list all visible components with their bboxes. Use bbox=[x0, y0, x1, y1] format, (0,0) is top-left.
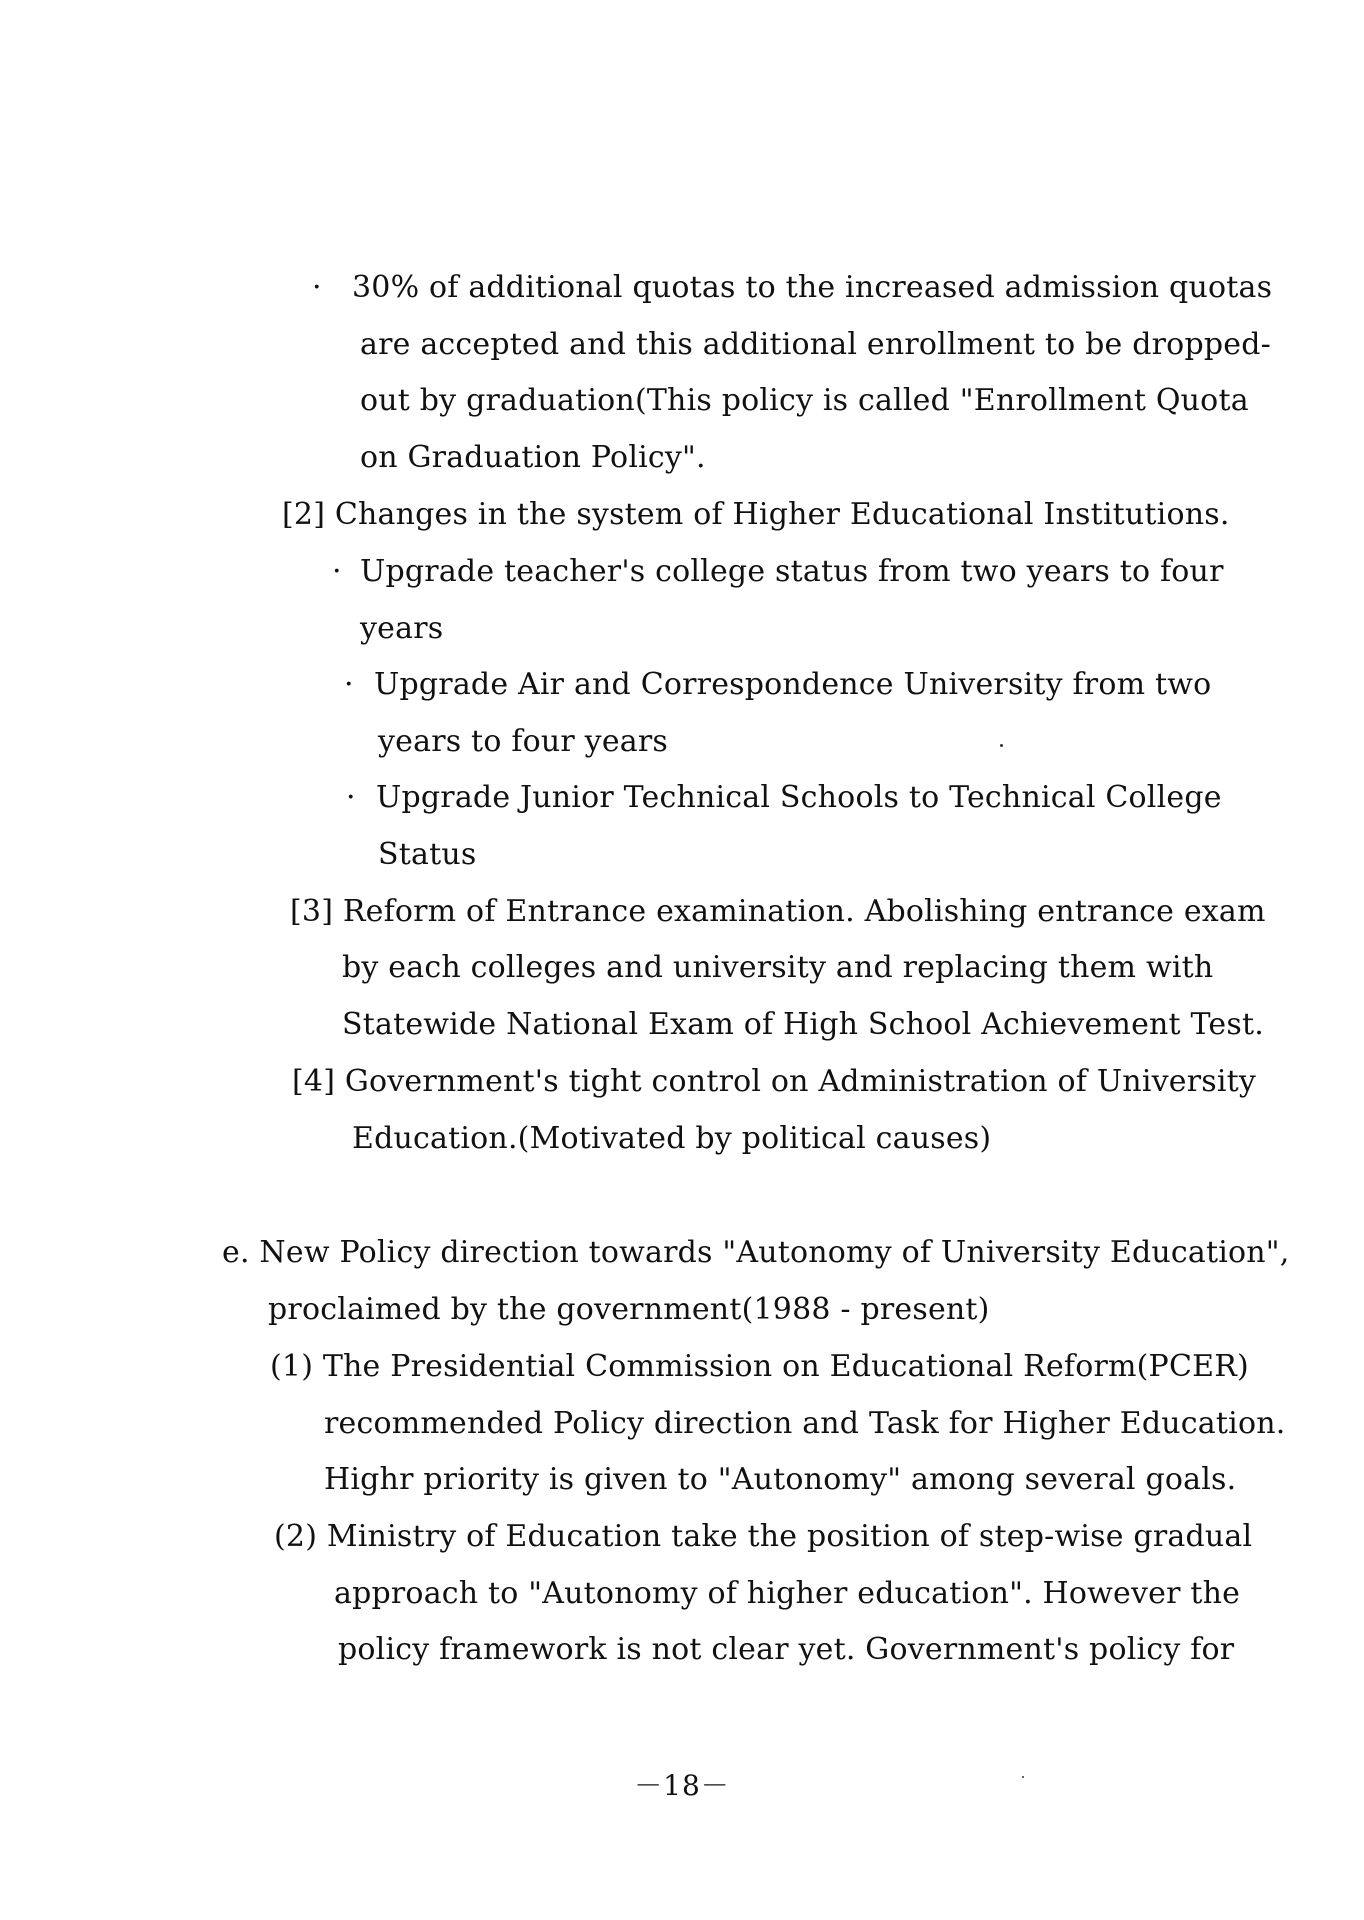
item-2-bullet-1-line-1: Upgrade teacher's college status from two years to four bbox=[360, 554, 1224, 589]
section-e-line-1: e. New Policy direction towards "Autonomy of University Education", bbox=[222, 1235, 1290, 1270]
section-e-p1-line-3: Highr priority is given to "Autonomy" among several goals. bbox=[324, 1462, 1237, 1497]
item-2-heading: [2] Changes in the system of Higher Educational Institutions. bbox=[282, 497, 1230, 532]
item-2-bullet-2-line-2: years to four years bbox=[378, 724, 669, 759]
section-e-p2-line-1: (2) Ministry of Education take the position of step-wise gradual bbox=[274, 1519, 1253, 1554]
item-2-bullet-3-line-1: Upgrade Junior Technical Schools to Technical College bbox=[376, 780, 1222, 815]
item-3-line-2: by each colleges and university and replacing them with bbox=[342, 950, 1214, 985]
item-2-bullet-2-line-1: Upgrade Air and Correspondence University from two bbox=[374, 667, 1212, 702]
item-4-line-2: Education.(Motivated by political causes) bbox=[352, 1121, 992, 1156]
scan-speck bbox=[1022, 1776, 1024, 1778]
item-2-bullet-1-line-2: years bbox=[360, 611, 444, 646]
item-3-line-3: Statewide National Exam of High School Achievement Test. bbox=[342, 1007, 1264, 1042]
section-e-p2-line-2: approach to "Autonomy of higher education". However the bbox=[334, 1576, 1241, 1611]
page-number: －18－ bbox=[634, 1769, 730, 1802]
quota-line-3: out by graduation(This policy is called "Enrollment Quota bbox=[360, 383, 1249, 418]
item-3-line-1: [3] Reform of Entrance examination. Abolishing entrance exam bbox=[290, 894, 1266, 929]
bullet-mark: · bbox=[312, 270, 322, 305]
quota-line-4: on Graduation Policy". bbox=[360, 440, 706, 475]
section-e-p2-line-3: policy framework is not clear yet. Government's policy for bbox=[338, 1632, 1235, 1667]
bullet-mark: · bbox=[344, 667, 354, 702]
section-e-line-2: proclaimed by the government(1988 - present) bbox=[268, 1292, 990, 1327]
quota-line-2: are accepted and this additional enrollment to be dropped- bbox=[360, 327, 1271, 362]
item-4-line-1: [4] Government's tight control on Administration of University bbox=[292, 1064, 1257, 1099]
section-e-p1-line-1: (1) The Presidential Commission on Educational Reform(PCER) bbox=[270, 1349, 1249, 1384]
section-e-p1-line-2: recommended Policy direction and Task for Higher Education. bbox=[324, 1406, 1286, 1441]
bullet-mark: · bbox=[332, 554, 342, 589]
item-2-bullet-3-line-2: Status bbox=[378, 837, 477, 872]
quota-line-1: 30% of additional quotas to the increased admission quotas bbox=[352, 270, 1273, 305]
bullet-mark: · bbox=[346, 780, 356, 815]
scan-speck bbox=[1000, 744, 1003, 747]
